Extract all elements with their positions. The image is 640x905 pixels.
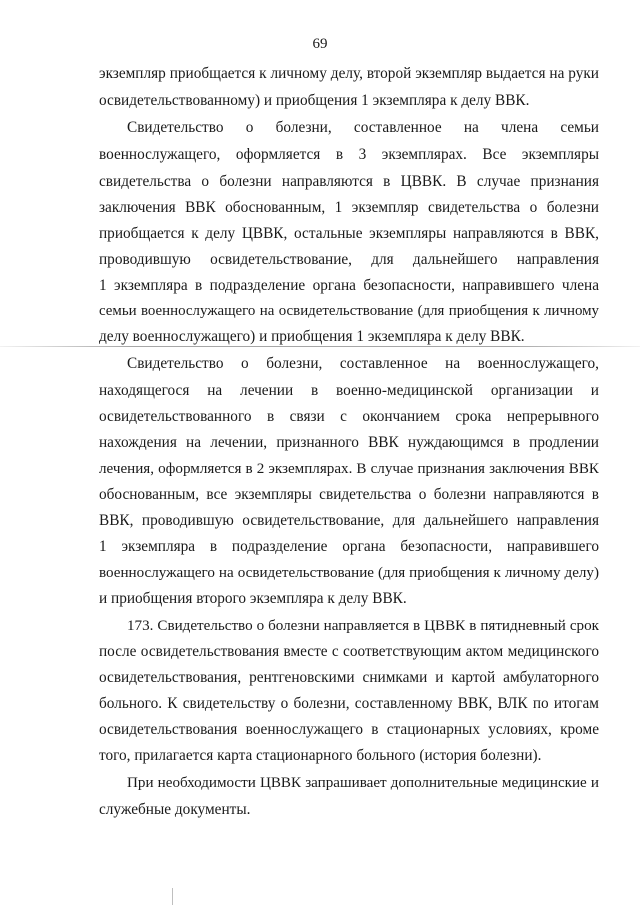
paragraph-3-line-10: и приобщения второго экземпляра к делу ВВК. [99, 590, 407, 607]
paragraph-2-line-9: делу военнослужащего) и приобщения 1 экземпляра к делу ВВК. [99, 328, 525, 345]
paragraph-3-line-4: нахождения на лечении, признанного ВВК нуждающимся в продлении [99, 434, 599, 451]
paragraph-3-line-1: Свидетельство о болезни, составленное на военнослужащего, [127, 355, 599, 372]
paragraph-4-line-4: больного. К свидетельству о болезни, составленному ВВК, ВЛК по итогам [99, 695, 599, 712]
paragraph-2-line-6: проводившую освидетельствование, для дальнейшего направления [99, 251, 599, 268]
paragraph-4-line-5: освидетельствования военнослужащего в стационарных условиях, кроме [99, 721, 599, 738]
paragraph-3-line-3: освидетельствованного в связи с окончанием срока непрерывного [99, 408, 599, 425]
paragraph-3-line-8: 1 экземпляра в подразделение органа безопасности, направившего [99, 538, 599, 555]
scan-artifact-line [0, 346, 640, 347]
paragraph-4-line-2: после освидетельствования вместе с соответствующим актом медицинского [99, 643, 599, 660]
page-number: 69 [312, 36, 328, 52]
paragraph-4-line-6: того, прилагается карта стационарного больного (история болезни). [99, 747, 542, 764]
paragraph-2-line-2: военнослужащего, оформляется в 3 экземплярах. Все экземпляры [99, 146, 599, 163]
paragraph-1-line-2: освидетельствованному) и приобщения 1 экземпляра к делу ВВК. [99, 92, 530, 109]
paragraph-1-line-1: экземпляр приобщается к личному делу, второй экземпляр выдается на руки [99, 65, 599, 82]
paragraph-5-line-1: При необходимости ЦВВК запрашивает дополнительные медицинские и [127, 775, 599, 791]
paragraph-3-line-2: находящегося на лечении в военно-медицинской организации и [99, 382, 599, 399]
paragraph-2-line-8: семьи военнослужащего на освидетельствование (для приобщения к личному [99, 303, 599, 319]
paragraph-2-line-5: приобщается к делу ЦВВК, остальные экземпляры направляются в ВВК, [99, 225, 599, 242]
paragraph-3-line-9: военнослужащего на освидетельствование (для приобщения к личному делу) [99, 565, 599, 581]
paragraph-4-line-1: 173. Свидетельство о болезни направляется в ЦВВК в пятидневный срок [127, 618, 599, 634]
paragraph-3-line-5: лечения, оформляется в 2 экземплярах. В случае признания заключения ВВК [99, 461, 599, 477]
paragraph-3-line-7: ВВК, проводившую освидетельствование, для дальнейшего направления [99, 512, 599, 529]
paragraph-2-line-7: 1 экземпляра в подразделение органа безопасности, направившего члена [99, 277, 599, 294]
paragraph-5-line-2: служебные документы. [99, 801, 251, 818]
scan-artifact-mark [172, 888, 173, 905]
paragraph-3-line-6: обоснованным, все экземпляры свидетельства о болезни направляются в [99, 486, 599, 503]
paragraph-2-line-4: заключения ВВК обоснованным, 1 экземпляр свидетельства о болезни [99, 199, 599, 216]
paragraph-2-line-1: Свидетельство о болезни, составленное на члена семьи [127, 119, 599, 136]
paragraph-2-line-3: свидетельства о болезни направляются в ЦВВК. В случае признания [99, 173, 599, 190]
paragraph-4-line-3: освидетельствования, рентгеновскими снимками и картой амбулаторного [99, 669, 599, 686]
